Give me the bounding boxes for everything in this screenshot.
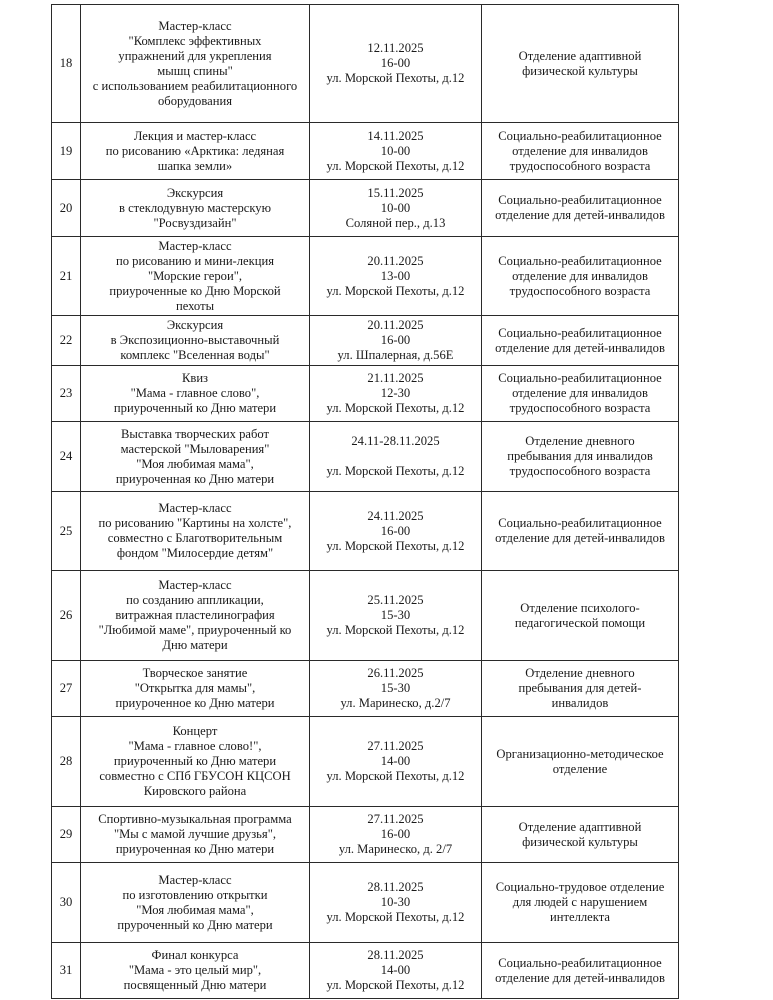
department-cell xyxy=(482,366,679,422)
department-cell xyxy=(482,571,679,661)
date-cell xyxy=(310,571,482,661)
department-cell xyxy=(482,180,679,237)
event-line: "Мама - это целый мир", xyxy=(128,963,262,977)
event-line: Мастер-класс xyxy=(158,501,232,515)
date-line: 16-00 xyxy=(380,523,411,538)
department-line: Отделение адаптивной xyxy=(518,48,642,63)
date-line: 16-00 xyxy=(380,333,411,347)
department-line: отделение для детей-инвалидов xyxy=(495,531,665,545)
date-line: ул. Морской Пехоты, д.12 xyxy=(326,283,465,298)
department-cell xyxy=(482,943,679,999)
department-cell xyxy=(482,237,679,316)
department-line: отделение для детей-инвалидов xyxy=(495,208,665,222)
row-number: 30 xyxy=(52,863,81,943)
date-line: 12-30 xyxy=(380,386,411,400)
department-line: трудоспособного возраста xyxy=(509,158,651,173)
event-cell xyxy=(81,366,310,422)
department-line: педагогической помощи xyxy=(514,615,646,630)
row-number: 22 xyxy=(52,316,81,366)
event-line: Кировского района xyxy=(143,784,247,798)
date-line: 14.11.2025 xyxy=(367,128,424,143)
department-line: отделение для инвалидов xyxy=(512,268,648,283)
table-row xyxy=(52,717,679,807)
event-cell xyxy=(81,5,310,123)
row-number: 24 xyxy=(52,422,81,492)
date-line: 16-00 xyxy=(380,827,411,841)
department-cell xyxy=(482,316,679,366)
event-line: Экскурсия xyxy=(166,318,224,332)
department-line: физической культуры xyxy=(522,63,638,78)
event-line: в стеклодувную мастерскую xyxy=(118,200,272,215)
table-row xyxy=(52,422,679,492)
event-line: по рисованию и мини-лекция xyxy=(115,253,275,268)
department-line: пребывания для детей- xyxy=(518,681,642,695)
date-line: ул. Шпалерная, д.56Е xyxy=(337,348,454,362)
event-line: Мастер-класс xyxy=(158,578,232,592)
date-cell xyxy=(310,5,482,123)
date-line: 15-30 xyxy=(380,608,411,622)
event-line: Квиз xyxy=(181,371,209,385)
event-line: в Экспозиционно-выставочный xyxy=(110,333,280,347)
department-line: физической культуры xyxy=(522,834,638,849)
row-number: 29 xyxy=(52,807,81,863)
table-row xyxy=(52,863,679,943)
event-line: приуроченная ко Дню матери xyxy=(115,842,275,856)
event-line: Мастер-класс xyxy=(158,238,232,253)
events-table-body xyxy=(52,5,679,999)
row-number: 27 xyxy=(52,661,81,717)
event-line: "Моя любимая мама", xyxy=(136,902,254,917)
event-line: приуроченное ко Дню матери xyxy=(115,696,275,710)
event-line: мастерской "Мыловарения" xyxy=(120,441,270,456)
date-cell xyxy=(310,237,482,316)
event-line: "Росвуздизайн" xyxy=(153,215,237,230)
department-line: Социально-реабилитационное xyxy=(498,516,662,530)
event-cell xyxy=(81,123,310,180)
date-line: 10-00 xyxy=(380,143,411,158)
event-cell xyxy=(81,717,310,807)
department-line: отделение для инвалидов xyxy=(512,386,648,400)
department-cell xyxy=(482,717,679,807)
date-cell xyxy=(310,492,482,571)
department-line: для людей с нарушением xyxy=(512,895,648,909)
event-line: по изготовлению открытки xyxy=(122,887,268,902)
date-line: 13-00 xyxy=(380,268,411,283)
event-line: Лекция и мастер-класс xyxy=(133,128,257,143)
date-cell xyxy=(310,366,482,422)
row-number: 20 xyxy=(52,180,81,237)
row-number: 28 xyxy=(52,717,81,807)
date-cell xyxy=(310,807,482,863)
department-line: Социально-реабилитационное xyxy=(498,325,662,340)
event-line: приуроченный ко Дню матери xyxy=(113,401,277,415)
event-cell xyxy=(81,492,310,571)
date-line: 10-30 xyxy=(380,895,411,909)
department-line: отделение для детей-инвалидов xyxy=(495,970,665,985)
date-line: ул. Маринеско, д.2/7 xyxy=(340,696,451,710)
event-cell xyxy=(81,422,310,492)
event-line: упражнений для укрепления xyxy=(118,48,272,63)
date-line: ул. Морской Пехоты, д.12 xyxy=(326,464,465,478)
department-line: Социально-реабилитационное xyxy=(498,371,662,385)
date-cell xyxy=(310,422,482,492)
event-line: Концерт xyxy=(172,724,218,738)
department-line: отделение xyxy=(552,761,608,776)
date-line: 16-00 xyxy=(380,56,411,70)
table-row xyxy=(52,5,679,123)
row-number: 18 xyxy=(52,5,81,123)
event-line: "Мы с мамой лучшие друзья", xyxy=(113,827,277,841)
date-line: ул. Морской Пехоты, д.12 xyxy=(326,769,465,783)
department-line: Отделение дневного xyxy=(525,666,635,680)
department-cell xyxy=(482,422,679,492)
table-row xyxy=(52,571,679,661)
event-line: "Мама - главное слово", xyxy=(130,386,260,400)
row-number: 25 xyxy=(52,492,81,571)
event-cell xyxy=(81,180,310,237)
date-line: 28.11.2025 xyxy=(367,880,424,894)
event-line: приуроченная ко Дню матери xyxy=(115,471,275,486)
event-line: совместно с СПб ГБУСОН КЦСОН xyxy=(99,769,291,783)
department-line: интеллекта xyxy=(550,910,610,924)
row-number: 23 xyxy=(52,366,81,422)
event-line: витражная пластелинография xyxy=(115,608,275,622)
date-line: 24.11-28.11.2025 xyxy=(351,434,440,448)
department-line: Социально-трудовое отделение xyxy=(495,880,665,894)
event-line: Творческое занятие xyxy=(142,666,248,680)
event-line: приуроченные ко Дню Морской xyxy=(109,283,281,298)
table-row xyxy=(52,661,679,717)
department-cell xyxy=(482,807,679,863)
event-line: "Комплекс эффективных xyxy=(128,33,262,48)
event-line: с использованием реабилитационного xyxy=(92,78,298,93)
event-line: Экскурсия xyxy=(166,185,224,200)
date-cell xyxy=(310,717,482,807)
event-cell xyxy=(81,943,310,999)
row-number: 26 xyxy=(52,571,81,661)
date-cell xyxy=(310,863,482,943)
event-line: посвященный Дню матери xyxy=(123,978,267,992)
events-table xyxy=(51,4,679,999)
date-line: ул. Морской Пехоты, д.12 xyxy=(326,623,465,637)
event-cell xyxy=(81,863,310,943)
date-line: ул. Морской Пехоты, д.12 xyxy=(326,538,465,553)
event-line: Мастер-класс xyxy=(158,872,232,887)
date-line: 20.11.2025 xyxy=(367,318,424,332)
date-line: 15.11.2025 xyxy=(367,185,424,200)
department-line: инвалидов xyxy=(551,696,609,710)
date-line: 26.11.2025 xyxy=(367,666,424,680)
row-number: 19 xyxy=(52,123,81,180)
document-page xyxy=(51,4,678,999)
event-line: оборудования xyxy=(158,93,232,108)
event-cell xyxy=(81,571,310,661)
date-line: 24.11.2025 xyxy=(367,508,424,523)
event-cell xyxy=(81,316,310,366)
event-line: Мастер-класс xyxy=(158,18,232,33)
date-line: 14-00 xyxy=(380,754,411,768)
date-line: ул. Морской Пехоты, д.12 xyxy=(326,401,465,415)
date-line: 27.11.2025 xyxy=(367,739,424,753)
department-cell xyxy=(482,123,679,180)
date-line: ул. Маринеско, д. 2/7 xyxy=(338,842,453,856)
table-row xyxy=(52,237,679,316)
event-line: комплекс "Вселенная воды" xyxy=(120,348,270,362)
date-line: 28.11.2025 xyxy=(367,948,424,962)
date-cell xyxy=(310,180,482,237)
event-line: шапка земли» xyxy=(157,158,233,173)
department-line: Социально-реабилитационное xyxy=(498,193,662,207)
event-cell xyxy=(81,807,310,863)
date-line: 21.11.2025 xyxy=(367,371,424,385)
event-line: Спортивно-музыкальная программа xyxy=(98,812,292,826)
date-cell xyxy=(310,943,482,999)
event-line: совместно с Благотворительным xyxy=(107,531,283,545)
date-line: 25.11.2025 xyxy=(367,593,424,607)
date-line: ул. Морской Пехоты, д.12 xyxy=(326,71,465,85)
row-number: 31 xyxy=(52,943,81,999)
table-row xyxy=(52,492,679,571)
table-row xyxy=(52,316,679,366)
event-line: Дню матери xyxy=(162,638,228,652)
date-line: ул. Морской Пехоты, д.12 xyxy=(326,978,465,992)
event-line: Финал конкурса xyxy=(151,948,239,962)
date-line: ул. Морской Пехоты, д.12 xyxy=(326,910,465,924)
event-line: "Моя любимая мама", xyxy=(136,456,254,471)
event-line: Выставка творческих работ xyxy=(120,426,269,441)
row-number: 21 xyxy=(52,237,81,316)
department-line: трудоспособного возраста xyxy=(509,464,651,478)
department-line: отделение для инвалидов xyxy=(512,143,648,158)
event-cell xyxy=(81,661,310,717)
event-line: "Открытка для мамы", xyxy=(134,681,256,695)
department-cell xyxy=(482,661,679,717)
department-cell xyxy=(482,863,679,943)
department-cell xyxy=(482,5,679,123)
table-row xyxy=(52,943,679,999)
department-line: Социально-реабилитационное xyxy=(498,128,662,143)
date-cell xyxy=(310,661,482,717)
event-line: фондом "Милосердие детям" xyxy=(116,546,274,560)
department-line: трудоспособного возраста xyxy=(509,283,651,298)
department-line: Организационно-методическое xyxy=(496,746,664,761)
event-line: "Любимой маме", приуроченный ко xyxy=(98,623,292,637)
event-line: пехоты xyxy=(175,298,215,313)
event-cell xyxy=(81,237,310,316)
department-line: Отделение адаптивной xyxy=(518,819,642,834)
table-row xyxy=(52,180,679,237)
event-line: "Мама - главное слово!", xyxy=(128,739,262,753)
date-cell xyxy=(310,123,482,180)
event-line: приуроченный ко Дню матери xyxy=(113,754,277,768)
department-line: Социально-реабилитационное xyxy=(498,253,662,268)
department-line: трудоспособного возраста xyxy=(509,401,651,415)
date-line: Соляной пер., д.13 xyxy=(345,215,446,230)
date-line: 12.11.2025 xyxy=(367,41,424,55)
date-line: ул. Морской Пехоты, д.12 xyxy=(326,158,465,173)
department-line: Социально-реабилитационное xyxy=(498,955,662,970)
date-cell xyxy=(310,316,482,366)
date-line: 14-00 xyxy=(380,963,411,977)
event-line: по рисованию "Картины на холсте", xyxy=(98,516,292,530)
event-line: "Морские герои", xyxy=(147,268,243,283)
department-line: Отделение дневного xyxy=(525,434,635,448)
date-line: 15-30 xyxy=(380,681,411,695)
date-line: 10-00 xyxy=(380,200,411,215)
department-line: Отделение психолого- xyxy=(520,600,640,615)
date-line: 27.11.2025 xyxy=(367,812,424,826)
event-line: по рисованию «Арктика: ледяная xyxy=(105,143,285,158)
event-line: по созданию аппликации, xyxy=(126,593,264,607)
table-row xyxy=(52,366,679,422)
table-row xyxy=(52,807,679,863)
empty-line xyxy=(310,449,481,464)
department-cell xyxy=(482,492,679,571)
date-line: 20.11.2025 xyxy=(367,253,424,268)
department-line: пребывания для инвалидов xyxy=(507,449,653,463)
event-line: пруроченный ко Дню матери xyxy=(117,917,273,932)
department-line: отделение для детей-инвалидов xyxy=(495,340,665,355)
table-row xyxy=(52,123,679,180)
event-line: мышц спины" xyxy=(157,63,233,78)
